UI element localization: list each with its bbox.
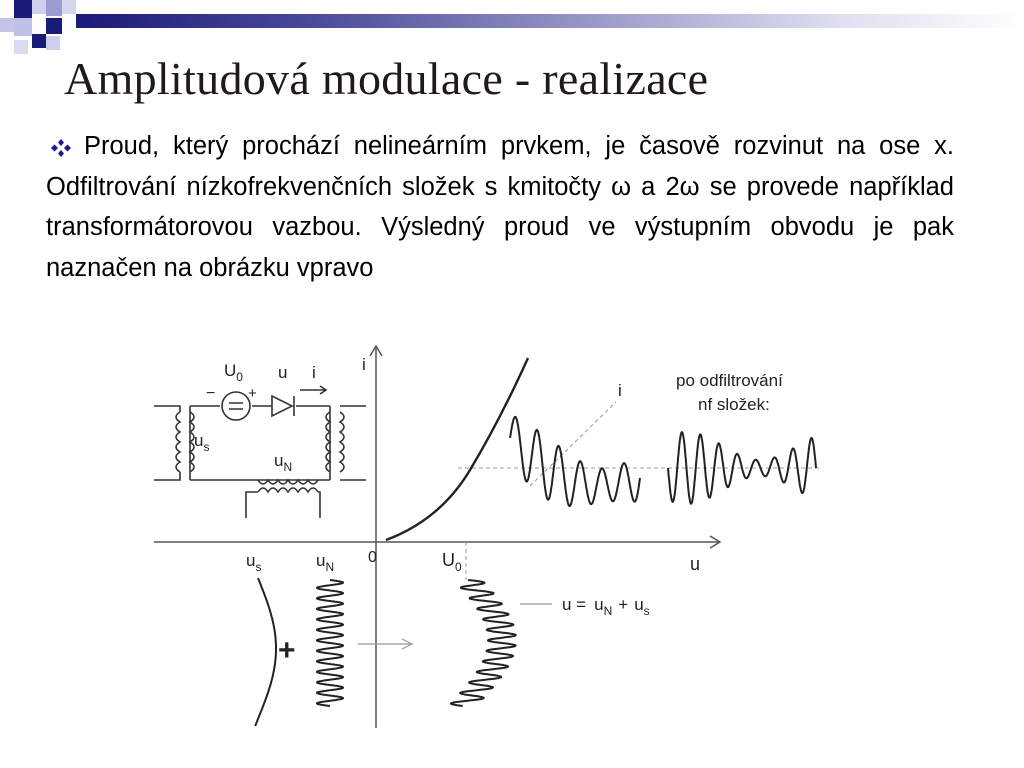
transformer-bottom-icon [258, 480, 318, 484]
paragraph-text: Proud, který prochází nelineárním prvkem, je časově rozvinut na ose x. Odfiltrování nízkofrekvenčních složek s kmitočty ω a 2ω se provede například transformátorovou vazbou. Výsledný proud ve výstupním obvodu je pak naznačen na obrázku vpravo [46, 132, 954, 282]
label-i-circuit: i [312, 363, 316, 382]
label-un-circuit: $u_N$ [274, 451, 293, 474]
label-equation: $u = u_N + u_s$ [562, 595, 650, 618]
label-axis-u: u [690, 554, 701, 574]
slide-title: Amplitudová modulace - realizace [64, 53, 709, 104]
diode-icon [272, 396, 294, 416]
label-filtered-line2: nf složek: [698, 395, 770, 414]
label-axis-i: i [362, 355, 366, 374]
label-us-circuit: $u_s$ [194, 431, 210, 454]
label-u-circuit: u [278, 363, 288, 382]
sum-arrow-icon [358, 639, 412, 649]
diode-characteristic-curve [386, 358, 528, 540]
label-us-bottom: $u_s$ [246, 551, 262, 574]
label-un-bottom: $u_N$ [316, 551, 335, 574]
label-plus-sign: + [278, 634, 296, 667]
transformer-right-icon [326, 412, 330, 472]
un-carrier-wave [317, 580, 343, 706]
label-origin: 0 [368, 549, 377, 566]
label-minus: − [206, 385, 216, 402]
sum-voltage-wave [451, 580, 516, 706]
us-signal-wave [255, 578, 276, 726]
transformer-left-icon [176, 412, 180, 472]
label-i-current: i [618, 381, 622, 400]
label-plus: + [248, 385, 257, 402]
label-u0-axis: $U_0$ [442, 550, 462, 574]
label-filtered-line1: po odfiltrování [676, 371, 783, 390]
unfiltered-current-wave [510, 417, 640, 506]
label-u0: $U_0$ [224, 361, 243, 384]
voltage-source-icon [222, 392, 250, 420]
